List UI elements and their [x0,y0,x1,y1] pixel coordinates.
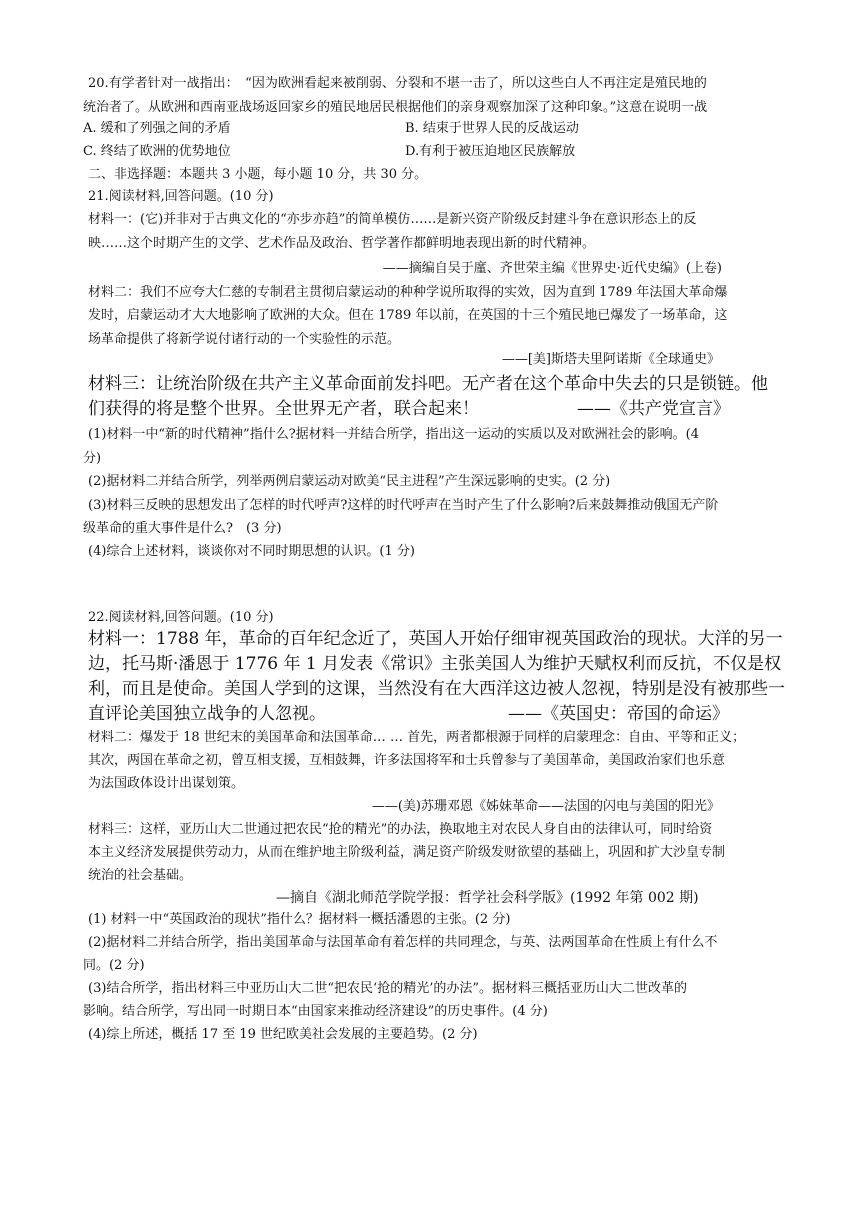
q21-material3-line2: 们获得的将是整个世界。全世界无产者，联合起来！ [88,399,479,419]
q22-material3-line3: 统治的社会基础。 [88,868,193,883]
q21-material1-source: ——摘编自吴于廑、齐世荣主编《世界史·近代史编》(上卷) [382,261,722,276]
q20-option-c: C. 终结了欧洲的优势地位 [83,144,231,159]
q21-subq2: (2)据材料二并结合所学，列举两例启蒙运动对欧美“民主进程”产生深远影响的史实。(2 分) [88,474,611,489]
q21-material1-line2: 映……这个时期产生的文学、艺术作品及政治、哲学著作都鲜明地表现出新的时代精神。 [88,236,596,251]
q21-material3-line1: 材料三：让统治阶级在共产主义革命面前发抖吧。无产者在这个革命中失去的只是锁链。他 [88,374,768,394]
q22-material3-line1: 材料三：这样，亚历山大二世通过把农民“抢的精光”的办法，换取地主对农民人身自由的法律认可，同时给资 [88,822,713,837]
q22-material2-source: ——(美)苏珊邓恩《姊妹革命——法国的闪电与美国的阳光》 [371,799,720,814]
q21-subq3-line2: 级革命的重大事件是什么? (3 分) [83,521,282,536]
q20-stem-line2: 统治者了。从欧洲和西南亚战场返回家乡的殖民地居民根据他们的亲身观察加深了这种印象。”这意在说明一战 [83,100,708,115]
q22-subq1: (1) 材料一中“英国政治的现状”指什么？据材料一概括潘恩的主张。(2 分) [88,912,511,927]
q22-subq2-line2: 同。(2 分) [83,958,145,973]
q21-subq1-line1: (1)材料一中“新的时代精神”指什么?据材料一并结合所学，指出这一运动的实质以及对欧洲社会的影响。(4 [88,427,700,442]
q20-option-d: D.有利于被压迫地区民族解放 [405,144,576,159]
q22-material1-line1: 材料一：1788 年，革命的百年纪念近了，英国人开始仔细审视英国政治的现状。大洋的另一 [88,629,783,649]
q22-heading: 22.阅读材料,回答问题。(10 分) [88,610,274,625]
q22-material2-line2: 其次，两国在革命之初，曾互相支援，互相鼓舞，许多法国将军和士兵曾参与了美国革命，美国政治家们也乐意 [88,753,726,768]
q22-material1-source: ——《英国史：帝国的命运》 [508,704,729,724]
q21-material2-line2: 发时，启蒙运动才大大地影响了欧洲的大众。但在 1789 年以前，在英国的十三个殖民地已爆发了一场革命，这 [88,308,728,323]
q21-heading: 21.阅读材料,回答问题。(10 分) [88,189,274,204]
q21-material1-line1: 材料一：(它)并非对于古典文化的“亦步亦趋”的简单模仿……是新兴资产阶级反封建斗争在意识形态上的反 [88,212,697,227]
q20-option-b: B. 结束于世界人民的反战运动 [405,121,579,136]
q22-subq2-line1: (2)据材料二并结合所学，指出美国革命与法国革命有着怎样的共同理念，与英、法两国革命在性质上有什么不 [88,935,718,950]
q21-material3-source: ——《共产党宣言》 [577,399,730,419]
q21-subq3-line1: (3)材料三反映的思想发出了怎样的时代呼声?这样的时代呼声在当时产生了什么影响?后来鼓舞推动俄国无产阶 [88,498,719,513]
q22-material2-line1: 材料二：爆发于 18 世纪末的美国革命和法国革命… … 首先，两者都根源于同样的启蒙理念：自由、平等和正义； [88,730,746,745]
q21-subq4: (4)综合上述材料，谈谈你对不同时期思想的认识。(1 分) [88,544,415,559]
q22-subq3-line1: (3)结合所学，指出材料三中亚历山大二世“把农民‘抢的精光’的办法”。据材料三概括亚历山大二世改革的 [88,981,687,996]
q21-material2-source: ——[美]斯塔夫里阿诺斯《全球通史》 [501,352,720,367]
q22-material1-line3: 利，而且是使命。美国人学到的这课，当然没有在大西洋这边被人忽视，特别是没有被那些一 [88,679,785,699]
q22-subq3-line2: 影响。结合所学，写出同一时期日本“由国家来推动经济建设”的历史事件。(4 分) [83,1004,548,1019]
q22-material1-line4: 直评论美国独立战争的人忽视。 [88,704,326,724]
q21-material2-line1: 材料二：我们不应夸大仁慈的专制君主贯彻启蒙运动的种种学说所取得的实效，因为直到 1789 年法国大革命爆 [88,285,728,300]
q20-stem-line1: 20.有学者针对一战指出： “因为欧洲看起来被削弱、分裂和不堪一击了，所以这些白人不再注定是殖民地的 [88,76,707,91]
q22-material2-line3: 为法国政体设计出谋划策。 [88,776,245,791]
q22-subq4: (4)综上所述，概括 17 至 19 世纪欧美社会发展的主要趋势。(2 分) [88,1027,478,1042]
section2-heading: 二、非选择题：本题共 3 小题，每小题 10 分，共 30 分。 [88,167,428,182]
q22-material3-source: —摘自《湖北师范学院学报：哲学社会科学版》(1992 年第 002 期) [276,890,699,906]
q22-material3-line2: 本主义经济发展提供劳动力，从而在维护地主阶级利益，满足资产阶级发财欲望的基础上，巩固和扩大沙皇专制 [88,845,726,860]
q21-material2-line3: 场革命提供了将新学说付诸行动的一个实验性的示范。 [88,332,401,347]
q22-material1-line2: 边，托马斯·潘恩于 1776 年 1 月发表《常识》主张美国人为维护天赋权利而反抗，不仅是权 [88,654,782,674]
q20-option-a: A. 缓和了列强之间的矛盾 [83,121,231,136]
q21-subq1-line2: 分) [83,451,102,466]
